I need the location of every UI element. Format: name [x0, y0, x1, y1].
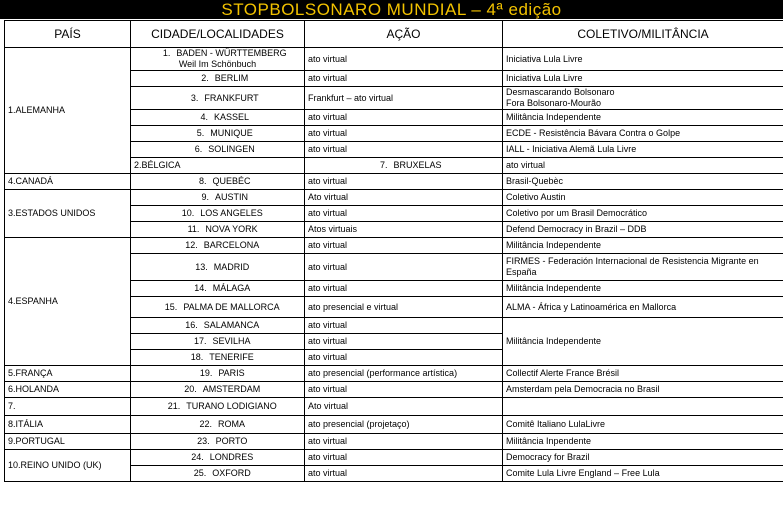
action-cell: ato virtual	[305, 206, 503, 222]
action-cell: ato virtual	[305, 110, 503, 126]
table-row	[5, 434, 783, 450]
city-cell: 24. LONDRES	[131, 450, 305, 466]
collective-cell: Brasil-Quebèc	[503, 174, 783, 190]
collective-cell: Democracy for Brazil	[503, 450, 783, 466]
table-row	[5, 48, 783, 71]
collective-cell: Iniciativa Lula Livre	[503, 71, 783, 87]
country-cell: 2.BÉLGICA	[131, 158, 305, 174]
collective-cell: Militância Independente	[503, 110, 783, 126]
collective-cell: Amsterdam pela Democracia no Brasil	[503, 382, 783, 398]
country-cell: 3.ESTADOS UNIDOS	[5, 190, 131, 238]
collective-cell: Militância Independente	[503, 318, 783, 366]
country-cell: 4.ESPANHA	[5, 238, 131, 366]
city-cell: 12. BARCELONA	[131, 238, 305, 254]
action-cell: ato virtual	[305, 382, 503, 398]
table-header-row	[5, 21, 783, 48]
collective-cell: ECDE - Resistência Bávara Contra o Golpe	[503, 126, 783, 142]
city-cell: 4. KASSEL	[131, 110, 305, 126]
action-cell: ato virtual	[305, 254, 503, 281]
table-row	[5, 382, 783, 398]
document-title: STOPBOLSONARO MUNDIAL – 4ª edição	[0, 0, 783, 19]
city-cell: 16. SALAMANCA	[131, 318, 305, 334]
country-cell: 10.REINO UNIDO (UK)	[5, 450, 131, 482]
header-city: CIDADE/LOCALIDADES	[131, 21, 305, 48]
collective-cell: Collectif Alerte France Brésil	[503, 366, 783, 382]
city-cell: 15. PALMA DE MALLORCA	[131, 297, 305, 318]
city-cell: 23. PORTO	[131, 434, 305, 450]
city-cell: 3. FRANKFURT	[131, 87, 305, 110]
country-cell: 5.FRANÇA	[5, 366, 131, 382]
collective-cell: Iniciativa Lula Livre	[503, 48, 783, 71]
action-cell: ato virtual	[305, 318, 503, 334]
action-cell: ato virtual	[305, 450, 503, 466]
country-cell: 7.	[5, 398, 131, 416]
action-cell: ato virtual	[305, 281, 503, 297]
collective-cell: Militância Inpendente	[503, 434, 783, 450]
table-row	[5, 398, 783, 416]
city-cell: 13. MADRID	[131, 254, 305, 281]
collective-cell: Militância Independente	[503, 238, 783, 254]
city-cell: 10. LOS ANGELES	[131, 206, 305, 222]
collective-cell: FIRMES - Federación Internacional de Resistencia Migrante en España	[503, 254, 783, 281]
city-cell: 7. BRUXELAS	[305, 158, 503, 174]
action-cell: Atos virtuais	[305, 222, 503, 238]
action-cell: ato presencial (performance artística)	[305, 366, 503, 382]
country-cell: 8.ITÁLIA	[5, 416, 131, 434]
city-cell: 19. PARIS	[131, 366, 305, 382]
action-cell: Frankfurt – ato virtual	[305, 87, 503, 110]
country-cell: 1.ALEMANHA	[5, 48, 131, 174]
action-cell: ato virtual	[305, 71, 503, 87]
city-cell: 25. OXFORD	[131, 466, 305, 482]
collective-cell	[503, 398, 783, 416]
city-cell: 5. MUNIQUE	[131, 126, 305, 142]
action-cell: ato virtual	[305, 48, 503, 71]
table-row	[5, 366, 783, 382]
action-cell: ato virtual	[305, 466, 503, 482]
action-cell: ato virtual	[305, 434, 503, 450]
action-cell: ato virtual	[305, 350, 503, 366]
country-cell: 6.HOLANDA	[5, 382, 131, 398]
collective-cell: IALL - Iniciativa Alemã Lula Livre	[503, 142, 783, 158]
action-cell: ato virtual	[305, 238, 503, 254]
action-cell: ato virtual	[305, 126, 503, 142]
collective-cell: Comite Lula Livre England – Free Lula	[503, 466, 783, 482]
header-country: PAÍS	[5, 21, 131, 48]
collective-cell: Militância Independente	[503, 281, 783, 297]
action-cell: ato virtual	[305, 334, 503, 350]
table-row	[5, 190, 783, 206]
action-cell: ato virtual	[305, 142, 503, 158]
events-table	[4, 20, 783, 482]
table-row	[5, 238, 783, 254]
collective-cell: ALMA - África y Latinoamérica en Mallorca	[503, 297, 783, 318]
action-cell: Ato virtual	[305, 398, 503, 416]
header-collective: COLETIVO/MILITÂNCIA	[503, 21, 783, 48]
collective-cell: Coletivo por um Brasil Democrático	[503, 206, 783, 222]
collective-cell: Comitê Italiano LulaLivre	[503, 416, 783, 434]
action-cell: ato presencial (projetaço)	[305, 416, 503, 434]
city-cell: 8. QUEBÉC	[131, 174, 305, 190]
city-cell: 11. NOVA YORK	[131, 222, 305, 238]
header-action: AÇÃO	[305, 21, 503, 48]
city-cell: 22. ROMA	[131, 416, 305, 434]
country-cell: 4.CANADÁ	[5, 174, 131, 190]
collective-cell: Desmascarando Bolsonaro Fora Bolsonaro-Mourão	[503, 87, 783, 110]
action-cell: ato presencial e virtual	[305, 297, 503, 318]
city-cell: 21. TURANO LODIGIANO	[131, 398, 305, 416]
city-cell: 9. AUSTIN	[131, 190, 305, 206]
collective-cell: Defend Democracy in Brazil – DDB	[503, 222, 783, 238]
action-cell: ato virtual	[503, 158, 783, 174]
action-cell: Ato virtual	[305, 190, 503, 206]
city-cell: 14. MÁLAGA	[131, 281, 305, 297]
collective-cell: Coletivo Austin	[503, 190, 783, 206]
table-row	[5, 416, 783, 434]
table-row	[5, 450, 783, 466]
city-cell: 18. TENERIFE	[131, 350, 305, 366]
action-cell: ato virtual	[305, 174, 503, 190]
country-cell: 9.PORTUGAL	[5, 434, 131, 450]
city-cell: 2. BERLIM	[131, 71, 305, 87]
city-cell: 17. SEVILHA	[131, 334, 305, 350]
city-cell: 6. SOLINGEN	[131, 142, 305, 158]
city-cell: 1. BADEN - WÜRTTEMBERG Weil Im Schönbuch	[131, 48, 305, 71]
city-cell: 20. AMSTERDAM	[131, 382, 305, 398]
table-row	[5, 174, 783, 190]
